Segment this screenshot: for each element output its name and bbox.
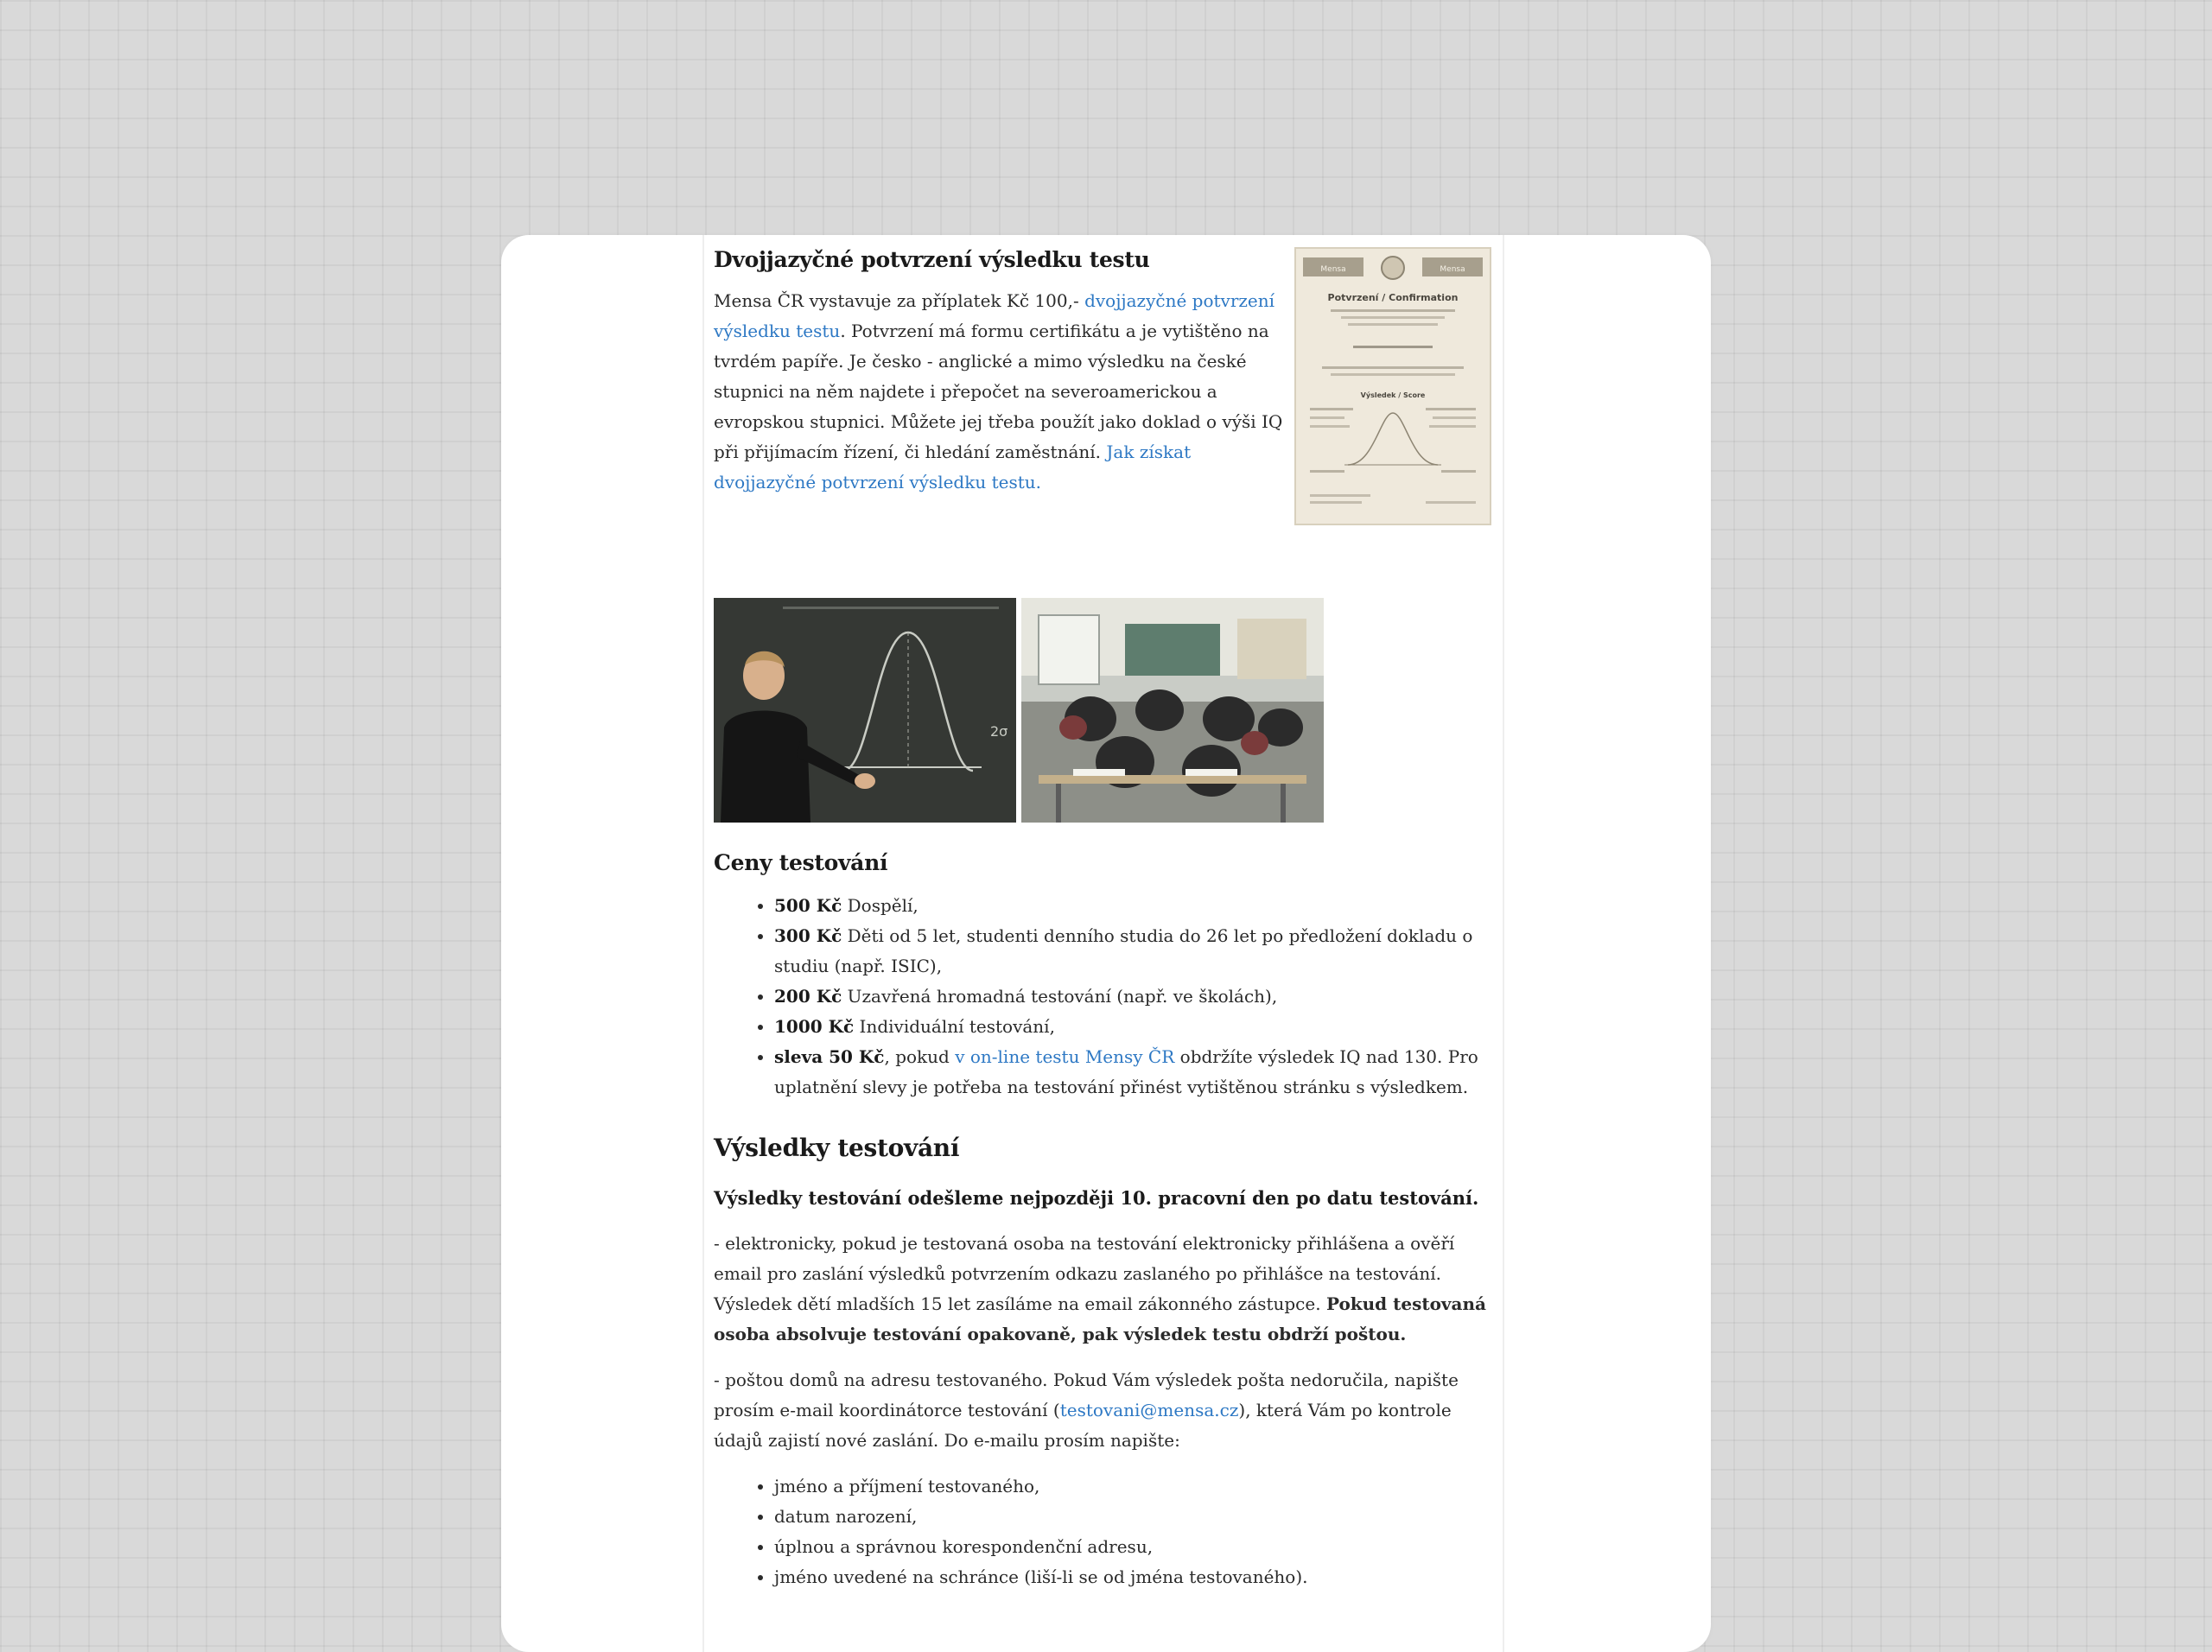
how-to-get-certificate-link[interactable]: Jak získat dvojjazyčné potvrzení výsledku testu.: [714, 442, 1192, 492]
certificate-heading: Dvojjazyčné potvrzení výsledku testu: [714, 247, 1150, 272]
svg-text:2σ: 2σ: [990, 723, 1008, 740]
teacher-photo-illustration: [714, 598, 1016, 823]
classroom-photo-illustration: [1021, 598, 1324, 823]
certificate-section: [714, 247, 1288, 498]
results-post-paragraph: [714, 1365, 1496, 1456]
results-heading: Výsledky testování: [714, 1134, 960, 1162]
price-item: [774, 1012, 1496, 1042]
content-card: [501, 235, 1711, 1652]
certificate-title: Potvrzení / Confirmation: [1327, 292, 1459, 303]
price-description: Děti od 5 let, studenti denního studia do 26 let po předložení dokladu o studiu (např. ISIC),: [774, 925, 1473, 976]
certificate-header-right: Mensa: [1440, 265, 1465, 274]
results-required-list: [714, 1471, 1496, 1592]
prices-heading: Ceny testování: [714, 850, 888, 875]
certificate-header-left: Mensa: [1320, 265, 1346, 274]
certificate-text-2: . Potvrzení má formu certifikátu a je vytištěno na tvrdém papíře. Je česko - anglické a mimo výsledku na české stupnici na něm najdete i přepočet na severoamerickou a evropskou stupnici. Můžete jej třeba použít jako doklad o výši IQ při přijímacím řízení, či hledání zaměstnání.: [714, 321, 1283, 462]
certificate-illustration: [1296, 249, 1490, 524]
list-item: • jméno uvedené na schránce (liší-li se od jména testovaného).: [774, 1562, 1496, 1592]
results-electronic-paragraph: [714, 1229, 1496, 1350]
price-description: Individuální testování,: [854, 1016, 1055, 1037]
price-item: [774, 921, 1496, 982]
results-section: [714, 1134, 1496, 1592]
teacher-at-blackboard-photo[interactable]: [714, 598, 1016, 823]
price-amount: 500 Kč: [774, 895, 842, 916]
certificate-link[interactable]: dvojjazyčné potvrzení výsledku testu: [714, 290, 1275, 341]
results-electronic-text: - elektronicky, pokud je testovaná osoba na testování elektronicky přihlášena a ověří email pro zaslání výsledků potvrzením odkazu zaslaného po přihlášce na testování. Výsledek dětí mladších 15 let zasíláme na email zákonného zástupce.: [714, 1233, 1455, 1314]
results-lead: Výsledky testování odešleme nejpozději 10. pracovní den po datu testování.: [714, 1187, 1479, 1209]
column-border-left: [702, 235, 704, 1652]
prices-list: [714, 891, 1496, 1102]
discount-text-2: obdržíte výsledek IQ nad 130. Pro uplatnění slevy je potřeba na testování přinést vytištěnou stránku s výsledkem.: [774, 1046, 1478, 1097]
price-amount: 200 Kč: [774, 986, 842, 1007]
price-amount: 1000 Kč: [774, 1016, 855, 1037]
results-post-text-1: - poštou domů na adresu testovaného. Pokud Vám výsledek pošta nedoručila, napište prosím e-mail koordinátorce testování (: [714, 1369, 1459, 1420]
price-amount: 300 Kč: [774, 925, 842, 946]
list-item: • jméno a příjmení testovaného,: [774, 1471, 1496, 1502]
online-test-link[interactable]: v on-line testu Mensy ČR: [955, 1046, 1175, 1067]
price-item-discount: [774, 1042, 1496, 1102]
discount-amount: sleva 50 Kč: [774, 1046, 885, 1067]
results-post-text-2: ), která Vám po kontrole údajů zajistí nové zaslání. Do e-mailu prosím napište:: [714, 1400, 1452, 1451]
photo-gallery: [714, 598, 1327, 823]
certificate-text-1: Mensa ČR vystavuje za příplatek Kč 100,-: [714, 290, 1085, 311]
price-description: Uzavřená hromadná testování (např. ve školách),: [842, 986, 1278, 1007]
results-electronic-bold: Pokud testovaná osoba absolvuje testování opakovaně, pak výsledek testu obdrží poštou.: [714, 1293, 1487, 1344]
students-in-classroom-photo[interactable]: [1021, 598, 1324, 823]
certificate-image[interactable]: [1294, 247, 1491, 525]
column-border-right: [1503, 235, 1504, 1652]
price-item: [774, 982, 1496, 1012]
list-item: • datum narození,: [774, 1502, 1496, 1532]
list-item: • úplnou a správnou korespondenční adresu,: [774, 1532, 1496, 1562]
testing-email-link[interactable]: testovani@mensa.cz: [1059, 1400, 1239, 1420]
discount-text-1: , pokud: [884, 1046, 956, 1067]
certificate-paragraph: [714, 286, 1288, 498]
prices-section: [714, 850, 1496, 1102]
price-description: Dospělí,: [842, 895, 918, 916]
price-item: [774, 891, 1496, 921]
certificate-result-label: Výsledek / Score: [1360, 391, 1426, 399]
